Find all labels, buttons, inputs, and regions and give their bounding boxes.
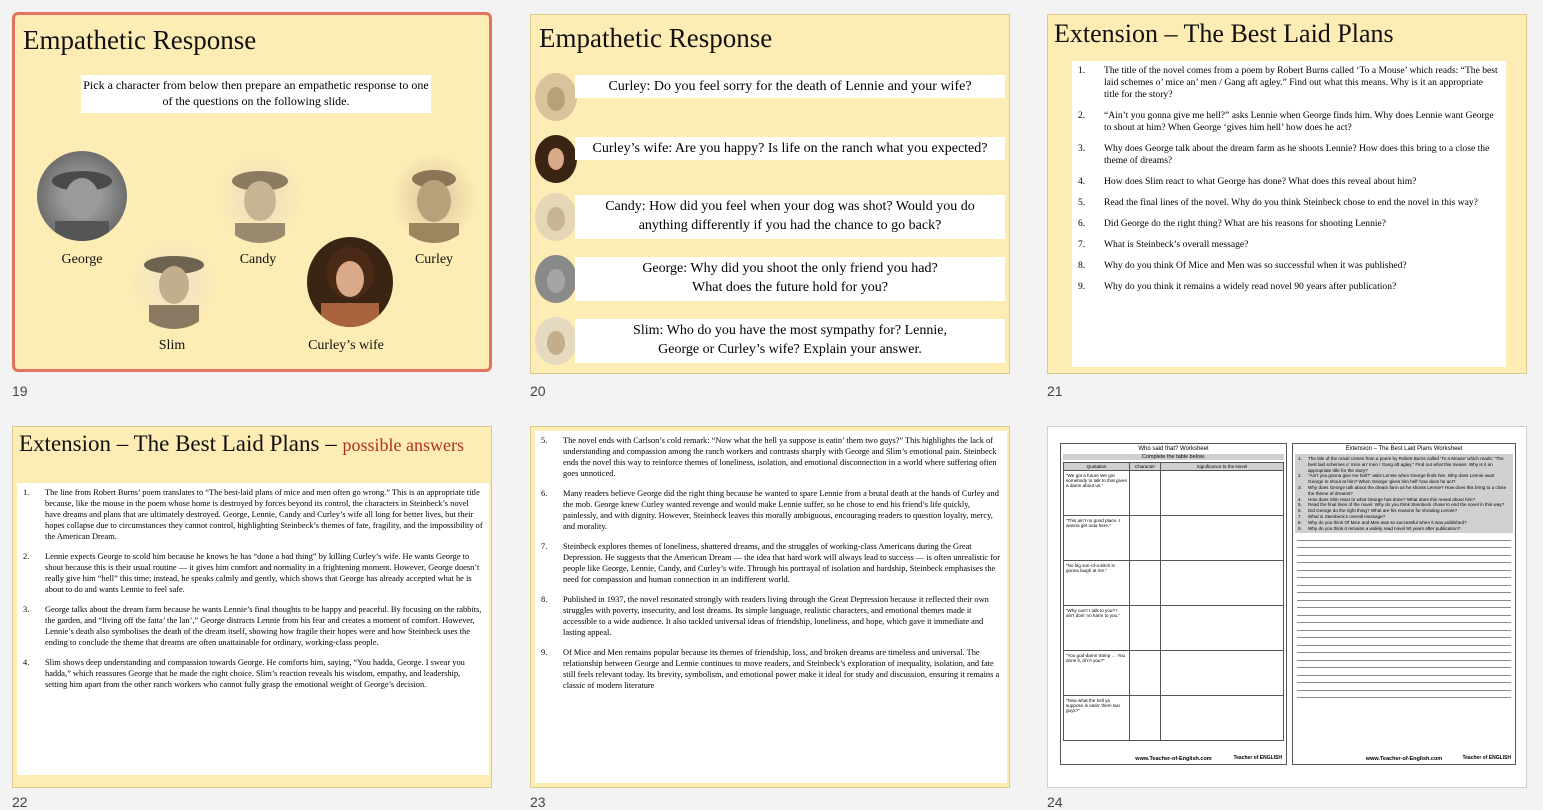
slide-thumbnail-22[interactable]	[12, 426, 492, 788]
candy-portrait	[215, 153, 305, 243]
questions-box: 1. The title of the novel comes from a poem by Robert Burns called ‘To a Mouse’ which reads: “The best laid schemes o’ mice an’ men / Gang aft agley.” Find out what this means. Why is it an appropriate title for the story? 2. “Ain’t you gonna give me hell?” asks Lennie when George finds him. Why does Lennie want George to shout at him? When George ‘gives him hell’ how does he act? 3. Why does George talk about the dream farm as he shoots Lennie? How does this bring to a close the theme of dreams? 4. How does Slim react to what George has done? What does this reveal about him? 5. Read the final lines of the novel. Why do you think Steinbeck chose to end the novel in this way? 6. Did George do the right thing? What are his reasons for shooting Lennie? 7. What is Steinbeck’s overall message? 8. Why do you think Of Mice and Men was so successful when it was published? 9. Why do you think it remains a widely read novel 90 years after publication?	[1072, 61, 1506, 367]
question-text: What is Steinbeck’s overall message?	[1104, 239, 1249, 250]
answer-text: Slim shows deep understanding and compassion towards George. He comforts him, saying, “You hadda, George. I swear you hadda,” which reassures George that he made the right choice. Slim’s reaction reveals his wisdom, empathy, and leadership, setting him apart from the other ranch workers who cannot fully grasp the emotional weight of George’s decision.	[45, 658, 465, 689]
quote-cell: “You god-damn tramp … You done it, di’n’t you?”	[1064, 651, 1130, 696]
slide-number: 21	[1047, 383, 1063, 399]
question-text: “Ain’t you gonna give me hell?” asks Lennie when George finds him. Why does Lennie want George to shout at him? When George ‘gives him hell’ how does he act?	[1104, 110, 1494, 133]
worksheet-question: The title of the novel comes from a poem by Robert Burns called ‘To a Mouse’ which reads: “The best laid schemes o’ mice an’ men / Gang aft agley.” Find out what this means. Why is it an appropriate title for the story?	[1308, 456, 1504, 473]
curley-mini-portrait	[535, 73, 577, 121]
slide-thumbnail-19[interactable]	[12, 12, 492, 372]
answer-number: 6.	[541, 489, 548, 498]
writing-lines	[1293, 540, 1515, 699]
slide-thumbnail-21[interactable]	[1047, 14, 1527, 374]
slide-number: 20	[530, 383, 546, 399]
table-header: Quotation	[1064, 463, 1130, 471]
quote-cell: “No big son-of-a-bitch is gonna laugh at me.”	[1064, 561, 1130, 606]
answer-text: Lennie expects George to scold him because he knows he has “done a bad thing” by killing Curley’s wife. He wants George to shout because this is their usual routine — it gives him comfort and normality in a frightening moment. However, George doesn’t really give him “hell” this time; instead, he speaks calmly and gently, which shows that George has already accepted what he is about to do and wants Lennie to feel safe.	[45, 552, 480, 594]
worksheet-title: Extension – The Best Laid Plans Worksheet	[1345, 446, 1463, 452]
answer-text: Published in 1937, the novel resonated strongly with readers living through the Great Depression because it reflected their own struggles with poverty, insecurity, and lost dreams. Its simple language, realistic characters, and emotional themes made it accessible to a wide audience. It also tackled universal ideas of friendship, loneliness, and hope, which gave it immediate and lasting appeal.	[563, 595, 989, 637]
character-label-candy: Candy	[239, 252, 277, 267]
question-row	[535, 317, 1005, 374]
worksheet-question: How does Slim react to what George has done? What does this reveal about him?	[1308, 496, 1475, 502]
worksheet-question: Why do you think Of Mice and Men was so successful when it was published?	[1308, 519, 1467, 525]
worksheet-question: Read the final lines of the novel. Why do you think Steinbeck chose to end the novel in this way?	[1308, 502, 1505, 508]
worksheet-extension	[1292, 443, 1516, 765]
worksheet-question: What is Steinbeck’s overall message?	[1308, 513, 1386, 519]
curleys-wife-portrait	[307, 237, 393, 327]
table-row	[1064, 696, 1284, 741]
table-header: Significance to the Novel	[1160, 463, 1283, 471]
answer-text: The line from Robert Burns’ poem translates to “The best-laid plans of mice and men often go wrong.” This is an appropriate title because, like the mouse in the poem whose home is destroyed by forces beyond its control, the characters in Steinbeck’s novel have dreams and plans that are ultimately destroyed. George, Lennie, Candy and Curley’s wife all long for better lives, but their hopes collapse due to circumstances they cannot control, highlighting Steinbeck’s themes of fate, fragility, and the impossibility of the American Dream.	[45, 488, 483, 541]
answer-text: Of Mice and Men remains popular because its themes of friendship, loss, and broken dreams are timeless and universal. The relationship between George and Lennie continues to move readers, and Steinbeck’s exploration of inequality, isolation, and fate still feels relevant today. Its brevity, symbolism, and emotional power make it ideal for study and discussion, ensuring it remains a classic of modern literature	[563, 648, 1000, 690]
character-label-curley: Curley	[414, 252, 454, 267]
table-row	[1064, 471, 1284, 516]
quote-cell: “This ain’t no good place. I wanna get outa here.”	[1064, 516, 1130, 561]
question-text: Did George do the right thing? What are his reasons for shooting Lennie?	[1104, 218, 1387, 229]
table-row	[1064, 561, 1284, 606]
candy-mini-portrait	[535, 193, 577, 241]
question-text: Curley’s wife: Are you happy? Is life on the ranch what you expected?	[575, 137, 1005, 160]
answer-number: 7.	[541, 542, 548, 551]
worksheet-question: “Ain’t you gonna give me hell?” asks Lennie when George finds him. Why does Lennie want George to shout at him? When George ‘gives him hell’ how does he act?	[1308, 473, 1495, 485]
worksheet-questions: 1. The title of the novel comes from a poem by Robert Burns called ‘To a Mouse’ which reads: “The best laid schemes o’ mice an’ men / Gang aft agley.” Find out what this means. Why is it an appropriate title for the story? 2. “Ain’t you gonna give me hell?” asks Lennie when George finds him. Why does Lennie want George to shout at him? When George ‘gives him hell’ how does he act? 3. Why does George talk about the dream farm as he shoots Lennie? How does this bring to a close the theme of dreams? 4. How does Slim react to what George has done? What does this reveal about him? 5. Read the final lines of the novel. Why do you think Steinbeck chose to end the novel in this way? 6. Did George do the right thing? What are his reasons for shooting Lennie? 7. What is Steinbeck’s overall message? 8. Why do you think Of Mice and Men was so successful when it was published? 9. Why do you think it remains a widely read novel 90 years after publication?	[1295, 454, 1513, 533]
slide-title: Empathetic Response	[23, 25, 257, 55]
worksheet-question: Why does George talk about the dream farm as he shoots Lennie? How does this bring to a close the theme of dreams?	[1308, 484, 1507, 496]
question-text: Why do you think it remains a widely read novel 90 years after publication?	[1104, 281, 1397, 292]
answer-text: Many readers believe George did the right thing because he wanted to spare Lennie from a brutal death at the hands of Curley and the mob. George knew Curley wanted revenge and would make Lennie suffer, so he chose to end his friend’s life quickly, painlessly, and with dignity. However, Steinbeck leaves this morally ambiguous, encouraging readers to question loyalty, mercy, and morality.	[563, 489, 999, 531]
table-header: Character	[1130, 463, 1161, 471]
slide-title: Extension – The Best Laid Plans	[1054, 19, 1394, 48]
george-portrait	[37, 151, 127, 241]
slide-thumbnail-20[interactable]	[530, 14, 1010, 374]
worksheet-title: Who said that? Worksheet	[1138, 446, 1209, 452]
answer-text: Steinbeck explores themes of loneliness, shattered dreams, and the struggles of working-class Americans during the Great Depression. He suggests that the American Dream — the idea that hard work will always lead to success — is often unrealistic for people like George, Lennie, Candy, and Curley’s wife. Through his portrayal of isolation and hardship, Steinbeck emphasises the need for compassion and human connection in an indifferent world.	[563, 542, 1001, 584]
question-text: Why does George talk about the dream farm as he shoots Lennie? How does this bring to a close the theme of dreams?	[1104, 143, 1490, 166]
question-text: Slim: Who do you have the most sympathy for? Lennie, George or Curley’s wife? Explain your answer.	[575, 319, 1005, 363]
quote-cell: “Now what the hell ya suppose is eatin’ them two guys?”	[1064, 696, 1130, 741]
table-row	[1064, 606, 1284, 651]
question-row	[535, 73, 1005, 119]
answer-number: 9.	[541, 648, 548, 657]
worksheet-who-said-that	[1060, 443, 1287, 765]
table-row	[1064, 516, 1284, 561]
worksheet-table	[1063, 462, 1284, 741]
slide-title: Empathetic Response	[539, 23, 773, 53]
character-label-curleys-wife: Curley’s wife	[308, 338, 384, 353]
slide-number: 19	[12, 383, 28, 399]
slim-mini-portrait	[535, 317, 577, 365]
slide-title-main: Extension – The Best Laid Plans –	[19, 431, 343, 456]
brand-logo: Teacher of ENGLISH	[1462, 755, 1511, 761]
question-text: Curley: Do you feel sorry for the death of Lennie and your wife?	[575, 75, 1005, 98]
quote-cell: “Why can’t I talk to you? I ain’t doin’ no harm to you.”	[1064, 606, 1130, 651]
answers-box: 1. The line from Robert Burns’ poem translates to “The best-laid plans of mice and men often go wrong.” This is an appropriate title because, like the mouse in the poem whose home is destroyed by forces beyond its control, the characters in Steinbeck’s novel have dreams and plans that are ultimately destroyed. George, Lennie, Candy and Curley’s wife all long for better lives, but their hopes collapse due to circumstances they cannot control, highlighting Steinbeck’s themes of fate, fragility, and the impossibility of the American Dream. 2. Lennie expects George to scold him because he knows he has “done a bad thing” by killing Curley’s wife. He wants George to shout because this is their usual routine — it gives him comfort and normality in a frightening moment. However, George doesn’t really give him “hell” this time; instead, he speaks calmly and gently, which shows that George has already accepted what he is about to do and wants Lennie to feel safe. 3. George talks about the dream farm because he wants Lennie’s final thoughts to be happy and peaceful. By focusing on the rabbits, the garden, and “living off the fatta’ the lan’,” George distracts Lennie from his fear and creates a moment of comfort. However, Lennie’s death also symbolises the death of the dream itself, showing how fragile their hopes were and how Steinbeck uses the ending to conclude the theme that dreams are often unattainable for ordinary, working-class people. 4. Slim shows deep understanding and compassion towards George. He comforts him, saying, “You hadda, George. I swear you hadda,” which reassures George that he made the right choice. Slim’s reaction reveals his wisdom, empathy, and leadership, setting him apart from the other ranch workers who cannot fully grasp the emotional weight of George’s decision.	[17, 483, 489, 775]
question-text: How does Slim react to what George has done? What does this reveal about him?	[1104, 176, 1417, 187]
worksheet-subtitle: Complete the table below.	[1063, 454, 1284, 460]
george-mini-portrait	[535, 255, 577, 303]
slide-number: 24	[1047, 794, 1063, 810]
question-text: Why do you think Of Mice and Men was so successful when it was published?	[1104, 260, 1407, 271]
question-text: Read the final lines of the novel. Why do you think Steinbeck chose to end the novel in this way?	[1104, 197, 1478, 208]
instruction-box: Pick a character from below then prepare an empathetic response to one of the questions on the following slide.	[81, 75, 431, 113]
worksheet-footer: www.Teacher-of-English.com	[1135, 756, 1212, 762]
character-label-george: George	[61, 252, 103, 267]
question-row	[535, 135, 1005, 181]
answer-number: 5.	[541, 436, 548, 445]
slide-title	[19, 431, 464, 457]
worksheet-footer: www.Teacher-of-English.com	[1365, 756, 1443, 762]
brand-logo: Teacher of ENGLISH	[1233, 755, 1282, 761]
worksheet-question: Why do you think it remains a widely read novel 90 years after publication?	[1308, 525, 1461, 531]
answer-text: The novel ends with Carlson’s cold remark: “Now what the hell ya suppose is eatin’ them two guys?” This highlights the lack of understanding and compassion among the ranch workers and contrasts sharply with George and Slim’s emotional pain. Steinbeck ends the novel this way to reinforce themes of loneliness, isolation, and emotional disconnection in a world where suffering often goes unnoticed.	[563, 436, 997, 478]
question-text: The title of the novel comes from a poem by Robert Burns called ‘To a Mouse’ which reads: “The best laid schemes o’ mice an’ men / Gang aft agley.” Find out what this means. Why is it an appropriate title for the story?	[1104, 65, 1498, 100]
table-row	[1064, 651, 1284, 696]
worksheet-question: Did George do the right thing? What are his reasons for shooting Lennie?	[1308, 508, 1458, 514]
question-text: Candy: How did you feel when your dog was shot? Would you do anything differently if you had the chance to go back?	[575, 195, 1005, 239]
curley-portrait	[391, 153, 477, 243]
answer-number: 8.	[541, 595, 548, 604]
answers-box	[535, 431, 1007, 783]
character-label-slim: Slim	[158, 338, 186, 353]
slide-thumbnail-23[interactable]	[530, 426, 1010, 788]
quote-cell: “We got a future We got somebody to talk to that gives a damn about us.”	[1064, 471, 1130, 516]
answer-text: George talks about the dream farm because he wants Lennie’s final thoughts to be happy and peaceful. By focusing on the rabbits, the garden, and “living off the fatta’ the lan’,” George distracts Lennie from his fear and creates a moment of comfort. However, Lennie’s death also symbolises the death of the dream itself, showing how fragile their hopes were and how Steinbeck uses the ending to conclude the theme that dreams are often unattainable for ordinary, working-class people.	[45, 605, 482, 647]
slim-portrait	[129, 239, 219, 329]
slide-title-highlight: possible answers	[342, 435, 464, 455]
slide-number: 22	[12, 794, 28, 810]
slide-number: 23	[530, 794, 546, 810]
question-text: George: Why did you shoot the only friend you had? What does the future hold for you?	[575, 257, 1005, 301]
slide-thumbnail-24[interactable]	[1047, 426, 1527, 788]
curleys-wife-mini-portrait	[535, 135, 577, 183]
question-row	[535, 193, 1005, 251]
question-row	[535, 255, 1005, 313]
